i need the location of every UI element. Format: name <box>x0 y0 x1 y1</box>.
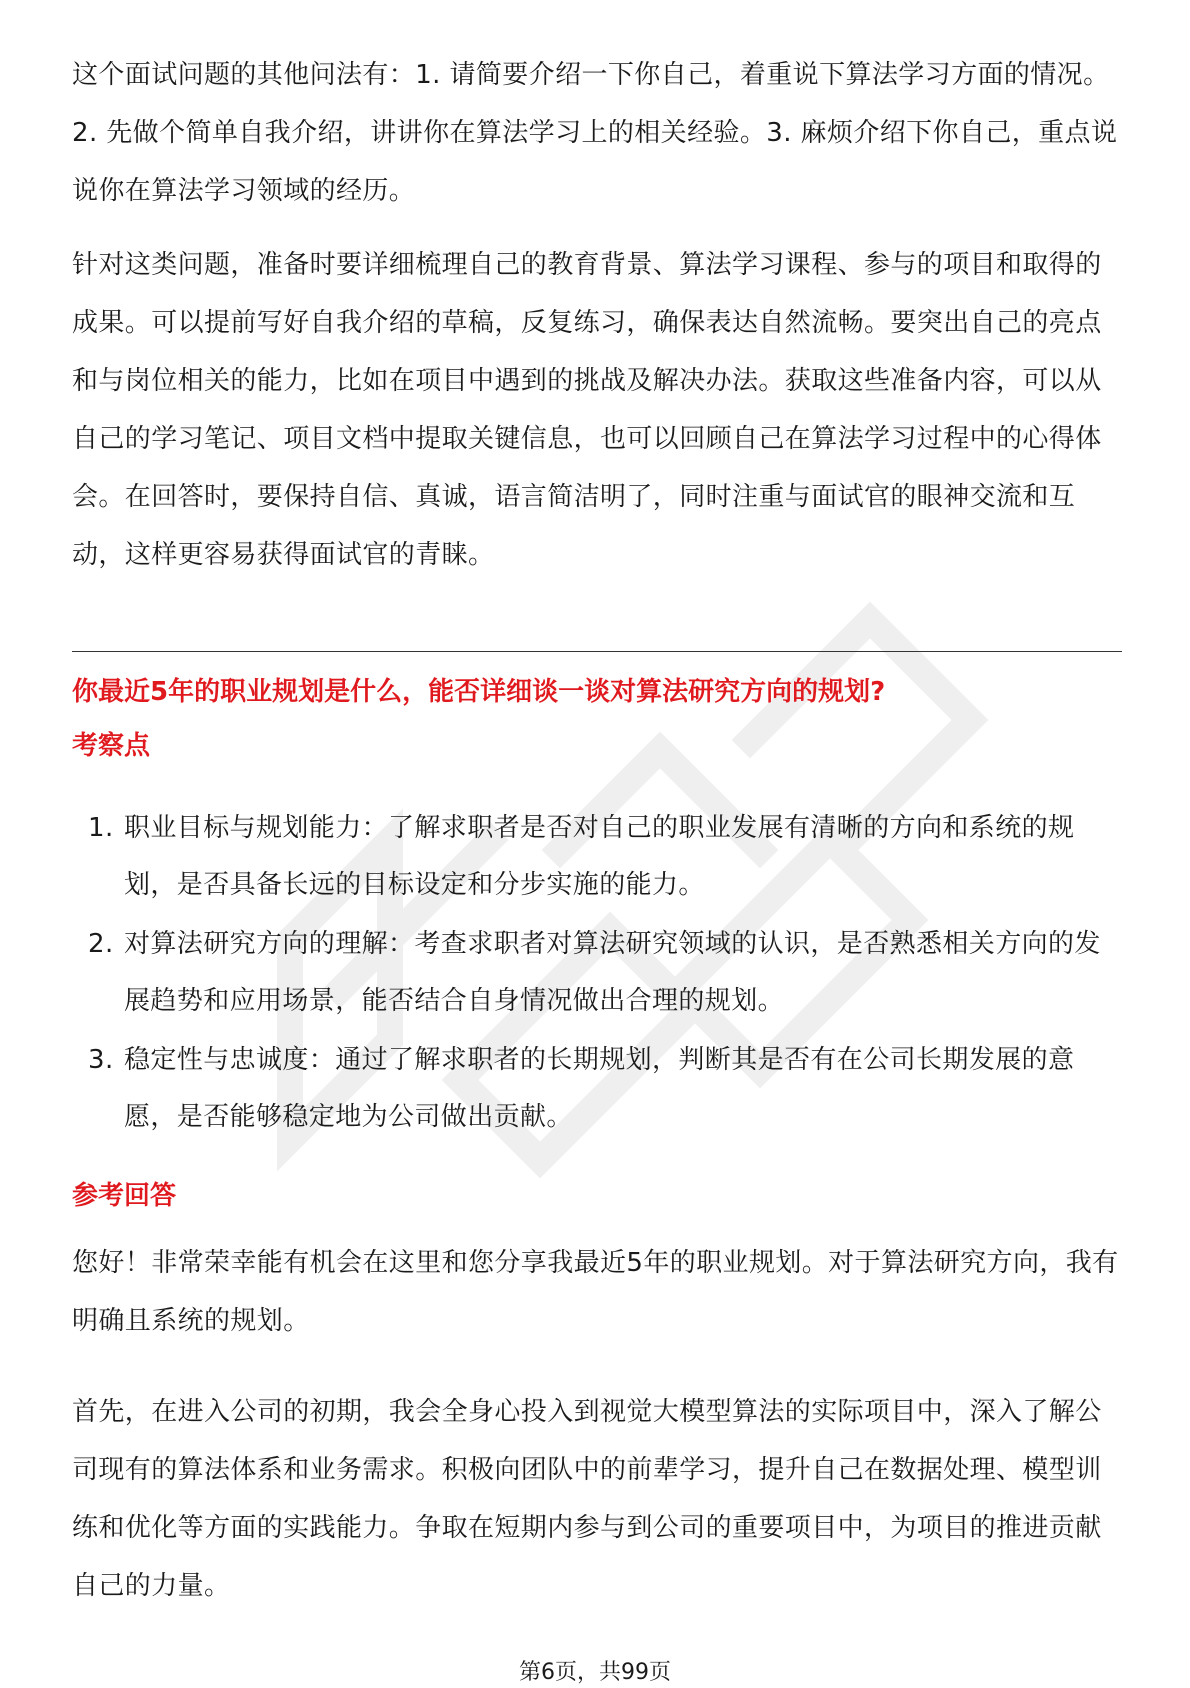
answer-paragraph-2: 首先，在进入公司的初期，我会全身心投入到视觉大模型算法的实际项目中，深入了解公司现有的算法体系和业务需求。积极向团队中的前辈学习，提升自己在数据处理、模型训练和优化等方面的实践能力。争取在短期内参与到公司的重要项目中，为项目的推进贡献自己的力量。 <box>72 1397 1102 1601</box>
intro-paragraph-1: 这个面试问题的其他问法有：1. 请简要介绍一下你自己，着重说下算法学习方面的情况。2. 先做个简单自我介绍，讲讲你在算法学习上的相关经验。3. 麻烦介绍下你自己，重点说说你在算法学习领域的经历。 <box>72 60 1118 206</box>
section-divider <box>72 651 1122 652</box>
interview-question: 你最近5年的职业规划是什么，能否详细谈一谈对算法研究方向的规划? <box>72 677 886 707</box>
list-item <box>72 800 1122 914</box>
page-number-footer: 第6页，共99页 <box>519 1660 671 1685</box>
list-item-text: 职业目标与规划能力：了解求职者是否对自己的职业发展有清晰的方向和系统的规划，是否具备长远的目标设定和分步实施的能力。 <box>124 813 1075 900</box>
list-item-number: 2. <box>88 929 114 959</box>
list-item-number: 3. <box>88 1045 114 1075</box>
list-item-text: 稳定性与忠诚度：通过了解求职者的长期规划，判断其是否有在公司长期发展的意愿，是否能够稳定地为公司做出贡献。 <box>124 1045 1075 1132</box>
list-item-number: 1. <box>88 813 114 843</box>
list-item-text: 对算法研究方向的理解：考查求职者对算法研究领域的认识，是否熟悉相关方向的发展趋势和应用场景，能否结合自身情况做出合理的规划。 <box>124 929 1101 1016</box>
answer-title: 参考回答 <box>72 1181 177 1211</box>
points-list <box>72 800 1122 1146</box>
answer-paragraph-1: 您好！非常荣幸能有机会在这里和您分享我最近5年的职业规划。对于算法研究方向，我有明确且系统的规划。 <box>72 1248 1119 1336</box>
list-item <box>72 1032 1122 1146</box>
points-title: 考察点 <box>72 731 151 761</box>
list-item <box>72 916 1122 1030</box>
intro-paragraph-2: 针对这类问题，准备时要详细梳理自己的教育背景、算法学习课程、参与的项目和取得的成果。可以提前写好自我介绍的草稿，反复练习，确保表达自然流畅。要突出自己的亮点和与岗位相关的能力，比如在项目中遇到的挑战及解决办法。获取这些准备内容，可以从自己的学习笔记、项目文档中提取关键信息，也可以回顾自己在算法学习过程中的心得体会。在回答时，要保持自信、真诚，语言简洁明了，同时注重与面试官的眼神交流和互动，这样更容易获得面试官的青睐。 <box>72 250 1102 570</box>
